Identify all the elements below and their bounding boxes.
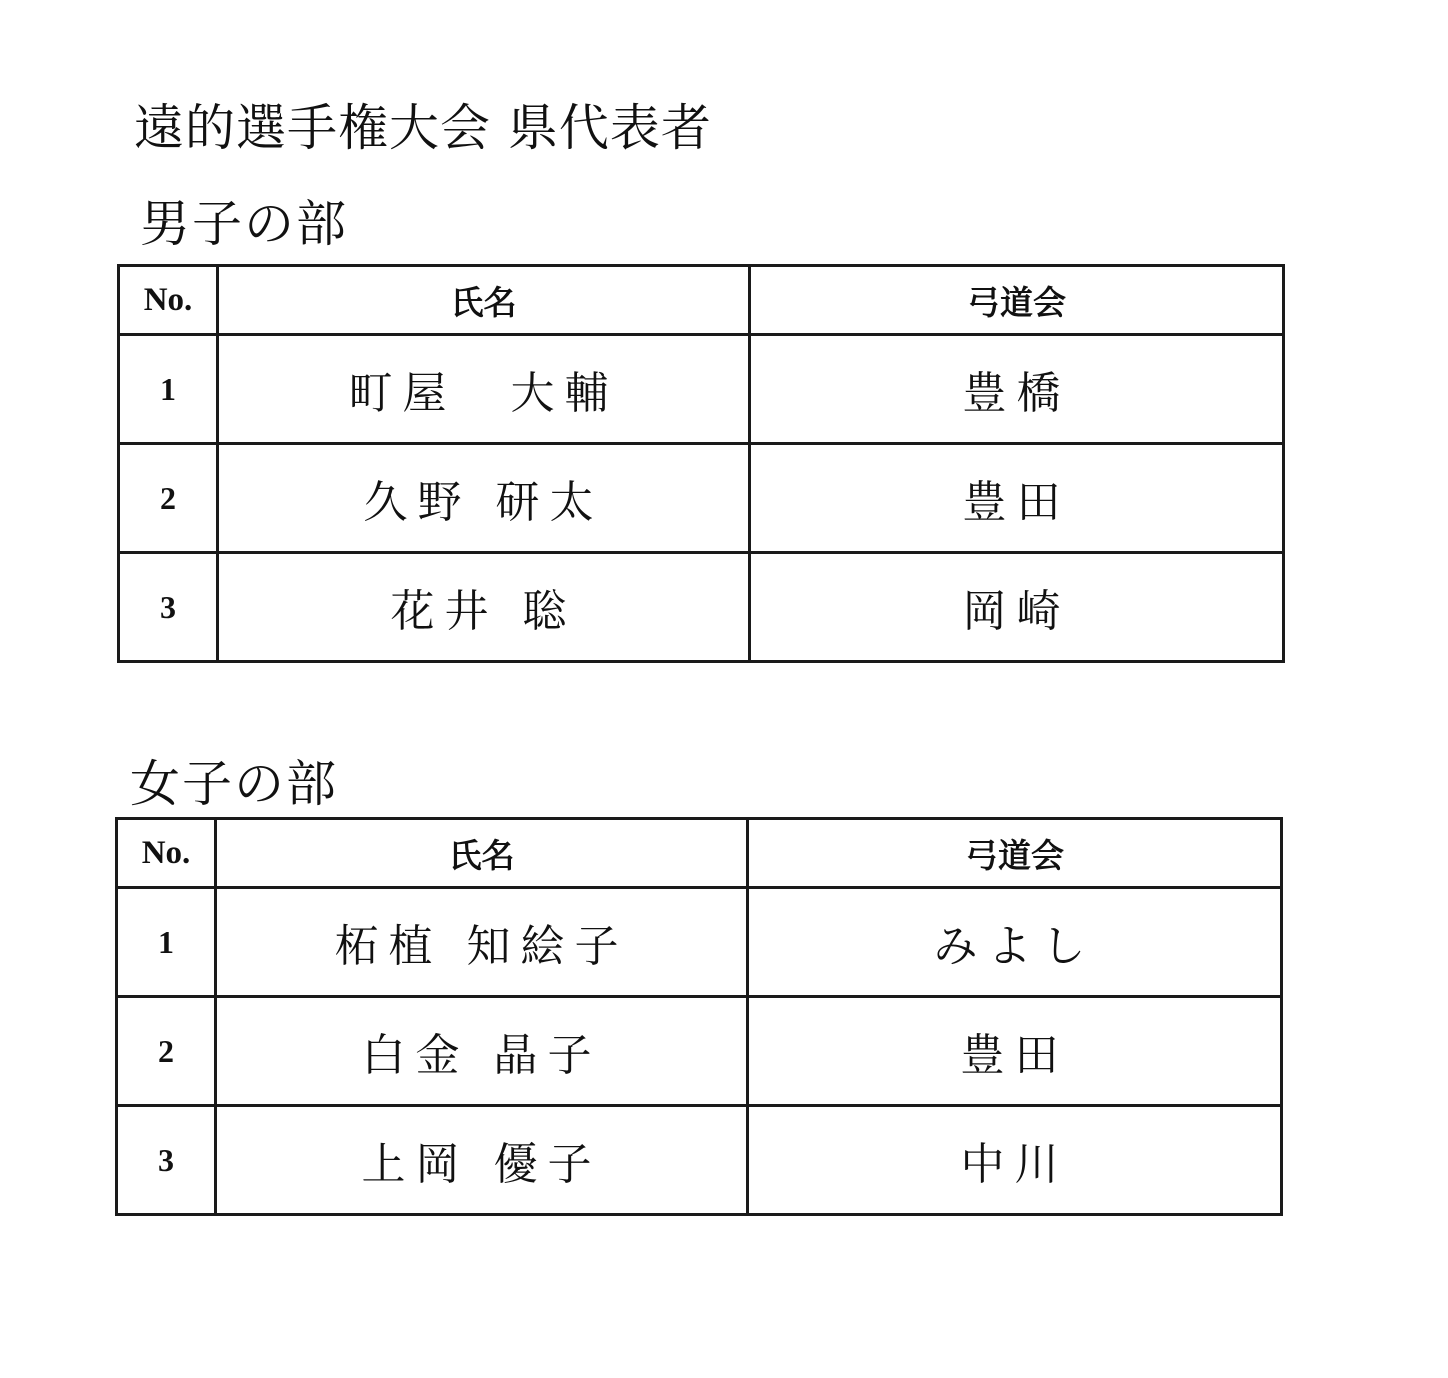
column-header-club: 弓道会 [748, 819, 1282, 888]
row-number: 3 [117, 1106, 216, 1215]
column-header-name: 氏名 [218, 266, 750, 335]
athlete-name: 上岡 優子 [216, 1106, 748, 1215]
table-row [119, 553, 1284, 662]
row-number: 2 [117, 997, 216, 1106]
athlete-name: 久野 研太 [218, 444, 750, 553]
table-row [117, 888, 1282, 997]
athlete-name: 町屋 大輔 [218, 335, 750, 444]
column-header-name: 氏名 [216, 819, 748, 888]
table-row [117, 997, 1282, 1106]
athlete-name: 花井 聡 [218, 553, 750, 662]
row-number: 2 [119, 444, 218, 553]
club-name: 豊田 [750, 444, 1284, 553]
men-roster-table [117, 264, 1285, 663]
athlete-name: 柘植 知絵子 [216, 888, 748, 997]
document-title: 遠的選手権大会 県代表者 [134, 99, 712, 157]
club-name: 豊橋 [750, 335, 1284, 444]
club-name: みよし [748, 888, 1282, 997]
section-title-women: 女子の部 [130, 755, 338, 813]
column-header-no: No. [119, 266, 218, 335]
column-header-club: 弓道会 [750, 266, 1284, 335]
athlete-name: 白金 晶子 [216, 997, 748, 1106]
table-header-row [119, 266, 1284, 335]
club-name: 中川 [748, 1106, 1282, 1215]
table-row [119, 444, 1284, 553]
table-row [119, 335, 1284, 444]
section-title-men: 男子の部 [140, 195, 348, 253]
table-header-row [117, 819, 1282, 888]
table-row [117, 1106, 1282, 1215]
column-header-no: No. [117, 819, 216, 888]
row-number: 1 [117, 888, 216, 997]
row-number: 1 [119, 335, 218, 444]
women-roster-table [115, 817, 1283, 1216]
club-name: 岡崎 [750, 553, 1284, 662]
row-number: 3 [119, 553, 218, 662]
club-name: 豊田 [748, 997, 1282, 1106]
